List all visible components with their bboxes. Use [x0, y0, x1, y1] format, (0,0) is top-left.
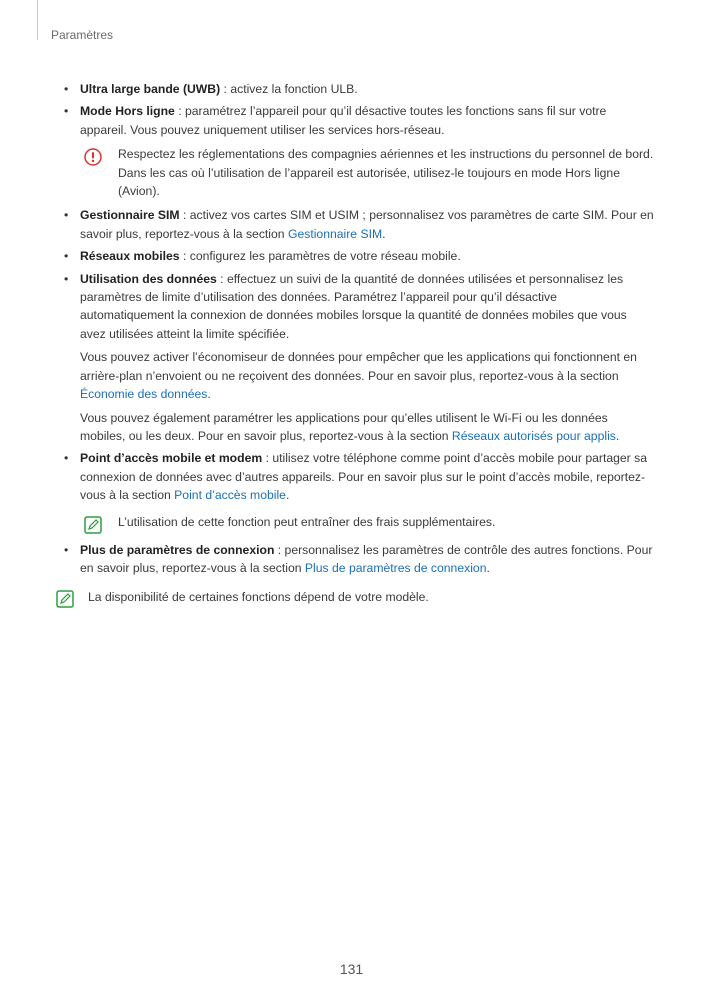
note-icon [84, 516, 102, 534]
bullet-dot: • [64, 82, 69, 96]
text-hotspot: : utilisez votre téléphone comme point d’accès mobile pour partager sa connexion de données avec d’autres appareils. Pour en savoir plus sur le point d’accès mobile, reportez-vous à la section [80, 451, 647, 503]
hotspot-note-text: L’utilisation de cette fonction peut entraîner des frais supplémentaires. [118, 514, 496, 529]
header-rule [37, 0, 38, 40]
general-note [52, 588, 654, 606]
text-hotspot-end: . [285, 488, 290, 503]
text-data-saver: Vous pouvez activer l’économiseur de données pour empêcher que les applications qui fonctionnent en arrière-plan n’envoient ou ne reçoivent des données. Pour en savoir plus, reportez-vous à la section [80, 350, 637, 383]
bullet-sim [64, 206, 654, 243]
paragraph-allowed-networks [80, 409, 654, 446]
link-hotspot[interactable]: Point d’accès mobile [174, 488, 286, 503]
bullet-uwb [64, 80, 654, 98]
link-sim[interactable]: Gestionnaire SIM [287, 226, 383, 241]
text-allowed-networks-end: . [615, 428, 620, 443]
bullet-airplane [64, 102, 654, 139]
text-uwb: : activez la fonction ULB. [220, 82, 358, 96]
bullet-dot: • [64, 104, 69, 119]
text-airplane: : paramétrez l’appareil pour qu’il désactive toutes les fonctions sans fil sur votre appareil. Vous pouvez uniquement utiliser les services hors-réseau. [80, 104, 607, 137]
term-hotspot: Point d’accès mobile et modem [80, 451, 263, 466]
text-sim-end: . [382, 226, 386, 241]
term-sim: Gestionnaire SIM [80, 208, 180, 223]
term-more-connection: Plus de paramètres de connexion [80, 542, 275, 557]
caution-icon [84, 148, 102, 166]
bullet-dot: • [64, 249, 69, 264]
text-mobile: : configurez les paramètres de votre réseau mobile. [179, 249, 461, 264]
text-allowed-networks: Vous pouvez également paramétrer les applications pour qu’elles utilisent le Wi-Fi ou les données mobiles, ou les deux. Pour en savoir plus, reportez-vous à la section [80, 410, 608, 443]
general-note-text: La disponibilité de certaines fonctions dépend de votre modèle. [88, 589, 429, 604]
caution-text: Respectez les réglementations des compagnies aériennes et les instructions du personnel de bord. Dans les cas où l’utilisation de l’appareil est autorisée, utilisez-le toujours en mode Hors ligne (Avion). [118, 147, 654, 199]
note-icon [56, 590, 74, 608]
text-more-connection-end: . [486, 561, 490, 576]
link-allowed-networks[interactable]: Réseaux autorisés pour applis [451, 428, 616, 443]
term-airplane: Mode Hors ligne [80, 104, 175, 119]
bullet-dot: • [64, 271, 69, 286]
header-section: Paramètres [51, 28, 114, 42]
page-number: 131 [339, 961, 364, 977]
bullet-data-usage [64, 270, 654, 344]
bullet-hotspot [64, 449, 654, 504]
main-content [64, 80, 654, 606]
bullet-dot: • [64, 451, 69, 466]
term-data-usage: Utilisation des données [80, 271, 217, 286]
link-data-saver[interactable]: Économie des données [80, 387, 208, 402]
bullet-dot: • [64, 542, 69, 557]
bullet-dot: • [64, 208, 69, 223]
text-sim: : activez vos cartes SIM et USIM ; personnalisez vos paramètres de carte SIM. Pour en savoir plus, reportez-vous à la section [80, 208, 654, 241]
link-more-connection[interactable]: Plus de paramètres de connexion [304, 561, 487, 576]
text-data-usage: : effectuez un suivi de la quantité de données utilisées et personnalisez les paramètres de limite d’utilisation des données. Paramétrez l’appareil pour qu’il désactive automatiquement la connexion de données mobiles lorsque la quantité de données mobiles que vous avez utilisées atteint la limite spécifiée. [80, 271, 627, 341]
text-data-saver-end: . [207, 387, 211, 402]
text-more-connection: : personnalisez les paramètres de contrôle des autres fonctions. Pour en savoir plus, reportez-vous à la section [80, 542, 653, 576]
term-uwb: Ultra large bande (UWB) [80, 82, 221, 96]
hotspot-note [80, 513, 654, 531]
bullet-mobile [64, 247, 654, 265]
term-mobile: Réseaux mobiles [80, 249, 180, 264]
bullet-more-connection [64, 541, 654, 578]
paragraph-data-saver [80, 348, 654, 403]
caution-note [80, 145, 654, 200]
